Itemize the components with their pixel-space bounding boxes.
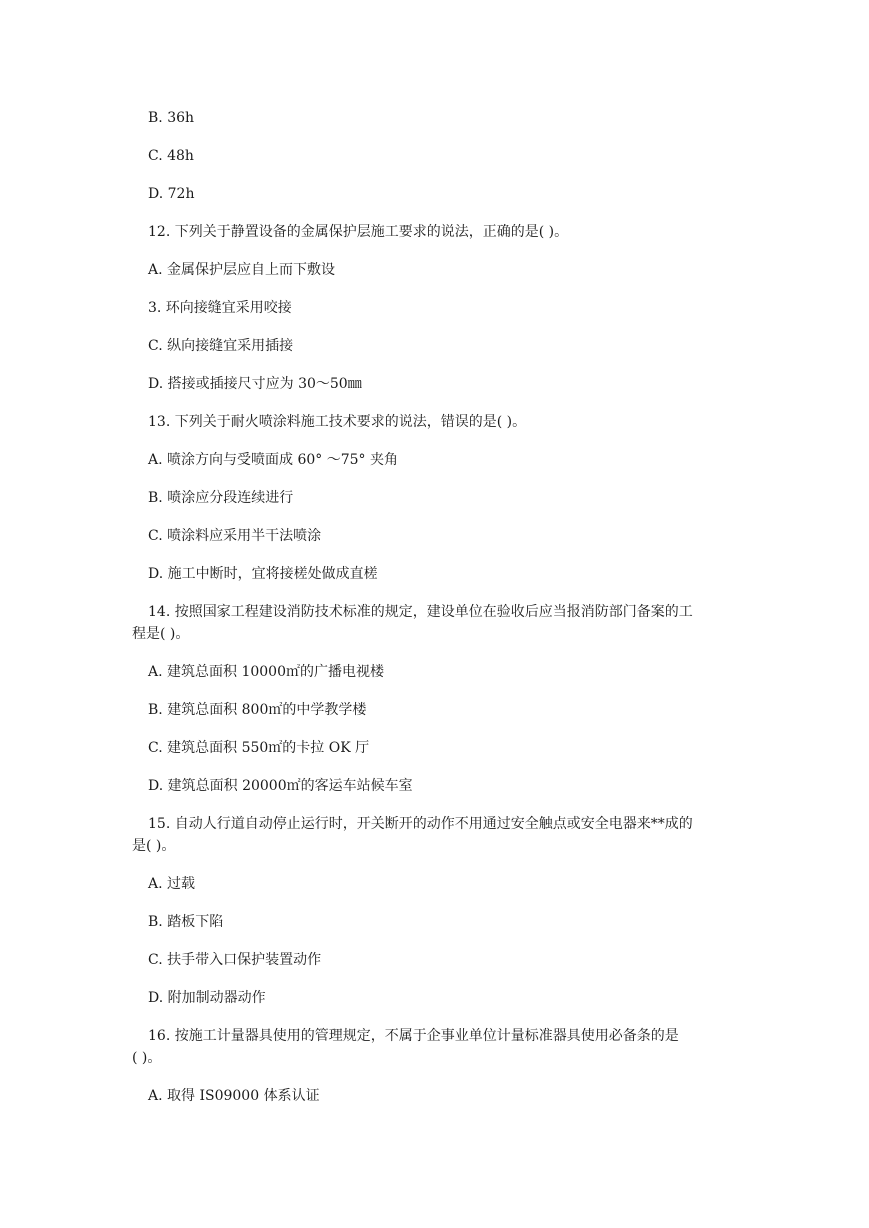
option-c-13: C. 喷涂料应采用半干法喷涂 [148,528,322,544]
question-15-text: 15. 自动人行道自动停止运行时，开关断开的动作不用通过安全触点或安全电器来**成的 [148,816,693,832]
question-16-text: 16. 按施工计量器具使用的管理规定，不属于企事业单位计量标准器具使用必备条的是 [148,1028,679,1044]
option-c-14: C. 建筑总面积 550㎡的卡拉 OK 厅 [148,740,370,756]
option-a-12: A. 金属保护层应自上而下敷设 [148,262,336,278]
option-b-15: B. 踏板下陷 [148,914,224,930]
question-14-text: 14. 按照国家工程建设消防技术标准的规定，建设单位在验收后应当报消防部门备案的工 [148,604,693,620]
option-d-13: D. 施工中断时，宜将接槎处做成直槎 [148,566,378,582]
option-b-11: B. 36h [148,110,195,126]
question-15 [148,813,748,835]
option-c-15: C. 扶手带入口保护装置动作 [148,952,322,968]
option-b-13: B. 喷涂应分段连续进行 [148,490,294,506]
option-c-12: C. 纵向接缝宜采用插接 [148,338,294,354]
option-b-12: 3. 环向接缝宜采用咬接 [148,300,292,316]
option-a-15: A. 过载 [148,876,196,892]
option-d-12: D. 搭接或插接尺寸应为 30～50㎜ [148,376,362,392]
option-a-14: A. 建筑总面积 10000㎡的广播电视楼 [148,664,384,680]
question-16 [148,1025,748,1047]
option-d-14: D. 建筑总面积 20000㎡的客运车站候车室 [148,778,413,794]
question-14-cont: 程是( )。 [132,626,190,642]
option-a-16: A. 取得 IS09000 体系认证 [148,1088,320,1104]
question-13: 13. 下列关于耐火喷涂料施工技术要求的说法，错误的是( )。 [148,414,527,430]
question-16-cont: ( )。 [132,1050,162,1066]
option-b-14: B. 建筑总面积 800㎡的中学教学楼 [148,702,367,718]
option-d-15: D. 附加制动器动作 [148,990,266,1006]
option-c-11: C. 48h [148,148,194,164]
option-a-13: A. 喷涂方向与受喷面成 60° ～75° 夹角 [148,452,398,468]
option-d-11: D. 72h [148,186,195,202]
question-14 [148,601,748,623]
question-12: 12. 下列关于静置设备的金属保护层施工要求的说法，正确的是( )。 [148,224,569,240]
question-15-cont: 是( )。 [132,838,176,854]
